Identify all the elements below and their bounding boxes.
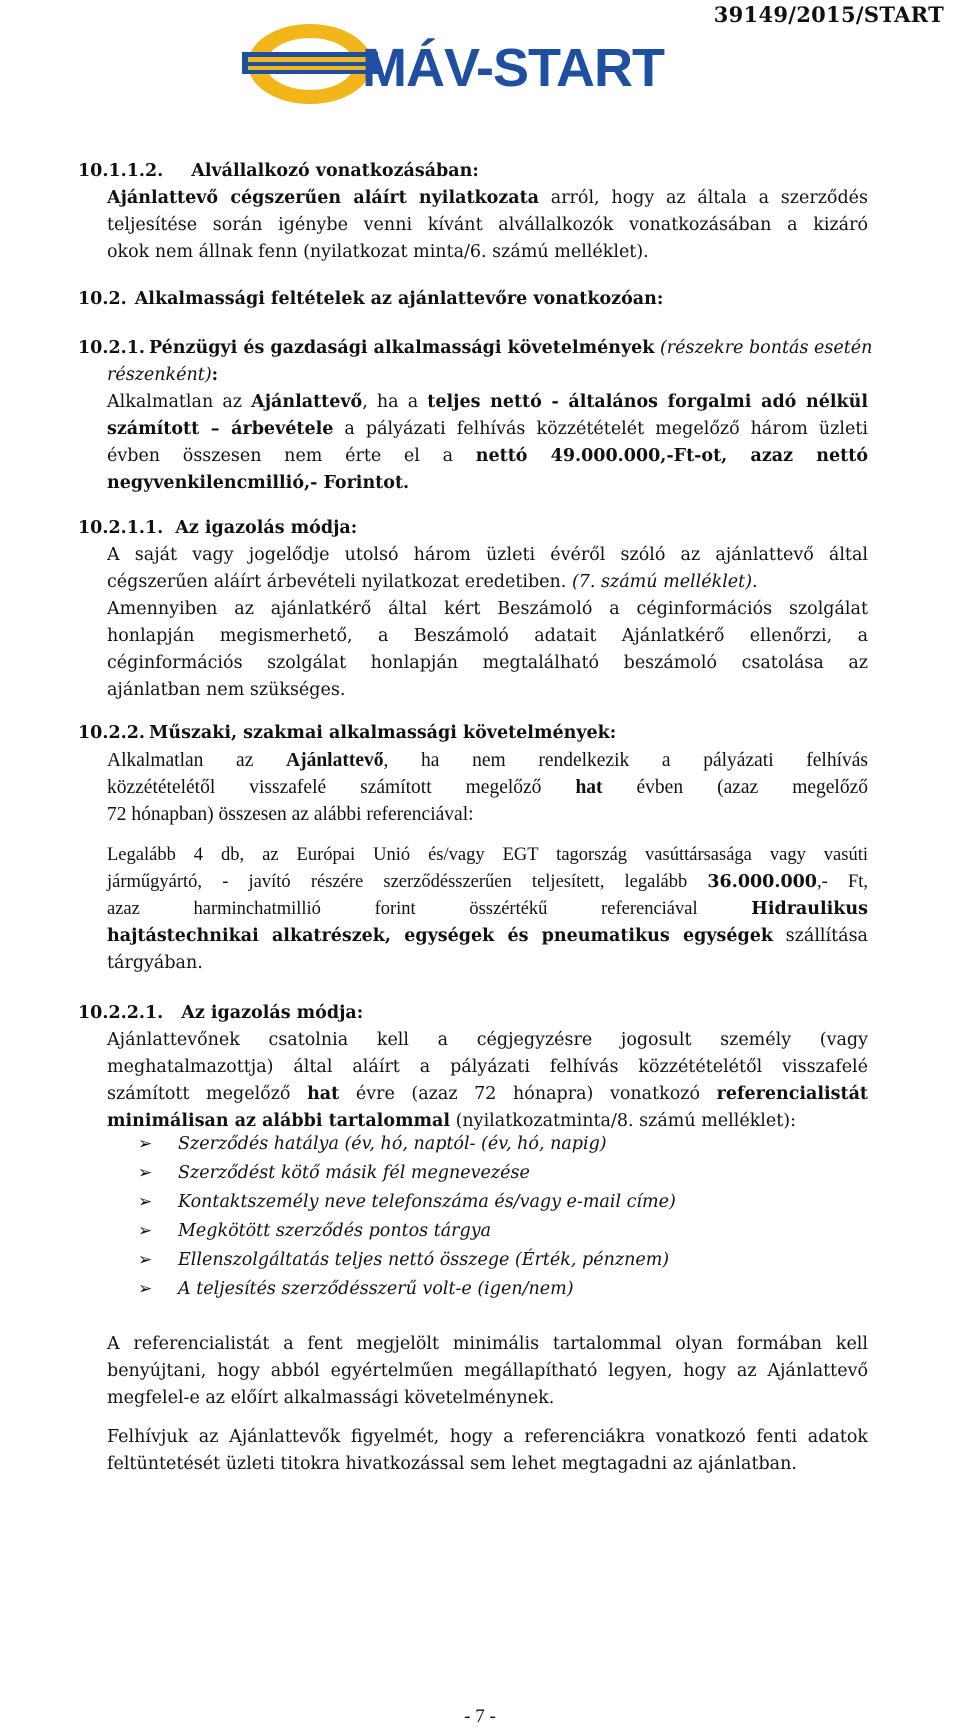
text-line: ajánlatban nem szükséges. bbox=[107, 680, 346, 700]
logo-text: MÁV-START bbox=[362, 38, 664, 98]
section-title: Alvállalkozó vonatkozásában: bbox=[191, 161, 479, 181]
page-number: - 7 - bbox=[464, 1706, 496, 1727]
list-item-label: Szerződés hatálya (év, hó, naptól- (év, hó, napig) bbox=[178, 1134, 607, 1154]
text-line: megfelel-e az előírt alkalmassági követelménynek. bbox=[107, 1388, 555, 1408]
text-span: közzétételétől visszafelé számított megelőző bbox=[107, 777, 576, 798]
text-span: a pályázati felhívás közzétételét megelőző három üzleti bbox=[333, 419, 868, 439]
paragraph-submission bbox=[107, 1331, 868, 1412]
list-item bbox=[138, 1159, 858, 1188]
text-line: arról, hogy az általa a szerződés bbox=[539, 188, 869, 208]
text-span: (nyilatkozatminta/8. számú melléklet): bbox=[450, 1111, 797, 1131]
arrow-bullet-icon: ➢ bbox=[138, 1134, 153, 1154]
arrow-bullet-icon: ➢ bbox=[138, 1163, 153, 1183]
paragraph-notice bbox=[107, 1424, 868, 1478]
section-10-2-1 bbox=[78, 335, 873, 362]
text-span: , ha a bbox=[362, 392, 428, 412]
bold-phrase: Hidraulikus bbox=[751, 899, 868, 919]
text-line: benyújtani, hogy abból egyértelműen megállapítható legyen, hogy az Ajánlattevő bbox=[107, 1361, 868, 1381]
text-line: Legalább 4 db, az Európai Unió és/vagy EGT tagország vasúttársasága vagy vasúti bbox=[107, 845, 868, 865]
list-item-label: Szerződést kötő másik fél megnevezése bbox=[178, 1163, 530, 1183]
bold-phrase: negyvenkilencmillió,- Forintot. bbox=[107, 473, 410, 493]
bold-phrase: nettó 49.000.000,-Ft-ot, azaz nettó bbox=[475, 446, 868, 466]
colon: : bbox=[211, 365, 219, 385]
section-10-2-2 bbox=[78, 720, 868, 747]
document-reference: 39149/2015/START bbox=[713, 2, 944, 27]
section-10-2-1-1-body bbox=[107, 542, 868, 704]
section-10-1-1-2-body bbox=[107, 185, 868, 266]
list-item bbox=[138, 1217, 858, 1246]
text-span: szállítása bbox=[773, 926, 868, 946]
text-line: Ajánlattevőnek csatolnia kell a cégjegyzésre jogosult személy (vagy bbox=[107, 1030, 868, 1050]
section-number: 10.2. bbox=[78, 289, 127, 309]
section-title: Az igazolás módja: bbox=[181, 1003, 364, 1023]
list-item bbox=[138, 1188, 858, 1217]
section-10-2-1-1 bbox=[78, 515, 868, 542]
arrow-bullet-icon: ➢ bbox=[138, 1221, 153, 1241]
bold-phrase: számított – árbevétele bbox=[107, 419, 334, 439]
text-span: ,- Ft, bbox=[816, 872, 868, 892]
logo-emblem bbox=[242, 24, 378, 104]
text-line: feltüntetését üzleti titokra hivatkozással sem lehet megtagadni az ajánlatban. bbox=[107, 1454, 797, 1474]
text-line: A saját vagy jogelődje utolsó három üzleti évéről szóló az ajánlattevő által bbox=[107, 545, 868, 565]
italic-note: (részekre bontás esetén bbox=[654, 338, 873, 358]
section-10-2-2-1-body bbox=[107, 1027, 868, 1135]
section-10-1-1-2 bbox=[78, 158, 868, 185]
bold-phrase: hat bbox=[307, 1084, 340, 1104]
reference-requirement bbox=[107, 842, 868, 977]
section-number: 10.2.2. bbox=[78, 723, 145, 743]
text-line: Amennyiben az ajánlatkérő által kért Beszámoló a céginformációs szolgálat bbox=[107, 599, 868, 619]
text-span: Alkalmatlan az bbox=[107, 392, 252, 412]
bold-phrase: Ajánlattevő cégszerűen aláírt nyilatkozata bbox=[107, 188, 540, 208]
bold-phrase: hat bbox=[575, 777, 603, 798]
text-line: okok nem állnak fenn (nyilatkozat minta/6. számú melléklet). bbox=[107, 242, 649, 262]
text-span: évre (azaz 72 hónapra) vonatkozó bbox=[339, 1084, 717, 1104]
bold-phrase: teljes nettó - általános forgalmi adó nélkül bbox=[427, 392, 868, 412]
reference-list bbox=[138, 1130, 858, 1304]
section-10-2-1-body bbox=[107, 362, 868, 497]
list-item bbox=[138, 1246, 858, 1275]
bold-phrase: hajtástechnikai alkatrészek, egységek és pneumatikus egységek bbox=[107, 926, 773, 946]
list-item-label: Megkötött szerződés pontos tárgya bbox=[178, 1221, 492, 1241]
section-number: 10.2.1. bbox=[78, 338, 145, 358]
bold-phrase: minimálisan az alábbi tartalommal bbox=[107, 1111, 451, 1131]
list-item-label: A teljesítés szerződésszerű volt-e (igen/nem) bbox=[178, 1279, 574, 1299]
section-10-2-2-1 bbox=[78, 1000, 868, 1027]
italic-note: (7. számú melléklet). bbox=[571, 572, 758, 592]
text-line: meghatalmazottja) által aláírt a pályázati felhívás közzétételétől visszafelé bbox=[107, 1057, 868, 1077]
text-span: Alkalmatlan az bbox=[107, 750, 287, 771]
section-number: 10.1.1.2. bbox=[78, 161, 164, 181]
list-item bbox=[138, 1275, 858, 1304]
arrow-bullet-icon: ➢ bbox=[138, 1192, 153, 1212]
arrow-bullet-icon: ➢ bbox=[138, 1250, 153, 1270]
text-line: A referencialistát a fent megjelölt minimális tartalommal olyan formában kell bbox=[107, 1334, 868, 1354]
text-line: céginformációs szolgálat honlapján megtalálható beszámoló csatolása az bbox=[107, 653, 868, 673]
section-title: Pénzügyi és gazdasági alkalmassági követelmények bbox=[148, 338, 655, 358]
list-item-label: Ellenszolgáltatás teljes nettó összege (Érték, pénznem) bbox=[178, 1250, 670, 1270]
text-line: honlapján megismerhető, a Beszámoló adatait Ajánlatkérő ellenőrzi, a bbox=[107, 626, 868, 646]
text-span: azaz harminchatmillió forint összértékű referenciával bbox=[107, 899, 752, 919]
section-title: Műszaki, szakmai alkalmassági követelmények: bbox=[148, 723, 617, 743]
text-span: évben (azaz megelőző bbox=[602, 777, 868, 798]
text-span: járműgyártó, - javító részére szerződésszerűen teljesített, legalább bbox=[107, 872, 708, 892]
italic-note: részenként) bbox=[107, 365, 212, 385]
text-line: tárgyában. bbox=[107, 953, 203, 973]
bold-phrase: Ajánlattevő bbox=[286, 750, 384, 771]
section-number: 10.2.1.1. bbox=[78, 518, 164, 538]
section-title: Alkalmassági feltételek az ajánlattevőre vonatkozóan: bbox=[134, 289, 664, 309]
bold-phrase: 36.000.000 bbox=[707, 872, 817, 892]
text-span: évben összesen nem érte el a bbox=[107, 446, 476, 466]
list-item bbox=[138, 1130, 858, 1159]
text-span: számított megelőző bbox=[107, 1084, 308, 1104]
mav-start-logo bbox=[240, 16, 680, 116]
text-span: , ha nem rendelkezik a pályázati felhívás bbox=[383, 750, 868, 771]
text-line: 72 hónapban) összesen az alábbi referenciával: bbox=[107, 804, 474, 825]
text-line: teljesítése során igénybe venni kívánt alvállalkozók vonatkozásában a kizáró bbox=[107, 215, 868, 235]
section-number: 10.2.2.1. bbox=[78, 1003, 164, 1023]
text-span: cégszerűen aláírt árbevételi nyilatkozat eredetiben. bbox=[107, 572, 572, 592]
section-10-2-2-body bbox=[107, 747, 868, 828]
bold-phrase: referencialistát bbox=[716, 1084, 869, 1104]
bold-phrase: Ajánlattevő bbox=[251, 392, 363, 412]
section-title: Az igazolás módja: bbox=[175, 518, 358, 538]
section-10-2 bbox=[78, 286, 868, 313]
arrow-bullet-icon: ➢ bbox=[138, 1279, 153, 1299]
list-item-label: Kontaktszemély neve telefonszáma és/vagy e-mail címe) bbox=[178, 1192, 676, 1212]
text-line: Felhívjuk az Ajánlattevők figyelmét, hogy a referenciákra vonatkozó fenti adatok bbox=[107, 1427, 868, 1447]
